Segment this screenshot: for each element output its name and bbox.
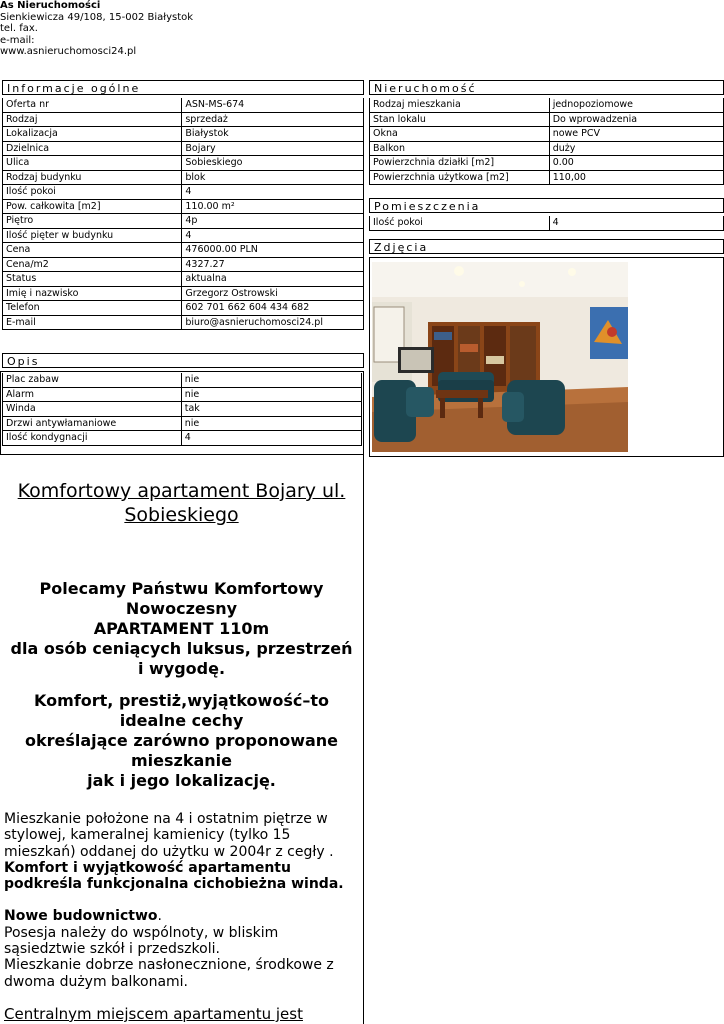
headline-line: dla osób ceniących luksus, przestrzeń bbox=[10, 639, 353, 658]
general-row bbox=[3, 156, 364, 171]
general-value: aktualna bbox=[182, 272, 364, 287]
general-value: 476000.00 PLN bbox=[182, 243, 364, 258]
description-paragraph-2: Nowe budownictwo. Posesja należy do wspólnoty, w bliskim sąsiedztwie szkół i przedszkoli. Mieszkanie dobrze nasłonecznione, środkowe z dwoma dużym balkonami. bbox=[4, 908, 334, 990]
general-value: biuro@asnieruchomosci24.pl bbox=[182, 315, 364, 330]
property-row bbox=[370, 141, 724, 156]
opis-row bbox=[3, 431, 362, 446]
general-label: Piętro bbox=[3, 214, 182, 229]
general-label: Status bbox=[3, 272, 182, 287]
rooms-label: Ilość pokoi bbox=[370, 216, 550, 230]
rooms-table bbox=[369, 216, 724, 231]
general-value: 4 bbox=[182, 185, 364, 200]
section-title-property: Nieruchomość bbox=[369, 80, 724, 95]
property-value: 0.00 bbox=[549, 156, 723, 171]
opis-row bbox=[3, 416, 362, 431]
general-row bbox=[3, 286, 364, 301]
general-value: ASN-MS-674 bbox=[182, 98, 364, 112]
offer-title: Komfortowy apartament Bojary ul. Sobieskiego bbox=[17, 480, 346, 526]
general-row bbox=[3, 170, 364, 185]
general-row bbox=[3, 112, 364, 127]
property-value: duży bbox=[549, 141, 723, 156]
section-title-photos: Zdjęcia bbox=[369, 239, 724, 254]
general-label: Oferta nr bbox=[3, 98, 182, 112]
general-label: Telefon bbox=[3, 301, 182, 316]
general-value: 4p bbox=[182, 214, 364, 229]
property-value: Do wprowadzenia bbox=[549, 112, 723, 127]
agency-email-label: e-mail: bbox=[0, 34, 35, 46]
property-label: Powierzchnia działki [m2] bbox=[370, 156, 550, 171]
general-row bbox=[3, 315, 364, 330]
property-label: Balkon bbox=[370, 141, 550, 156]
rooms-row bbox=[370, 216, 724, 230]
general-row bbox=[3, 127, 364, 142]
section-title-general: Informacje ogólne bbox=[2, 80, 364, 95]
general-value: sprzedaż bbox=[182, 112, 364, 127]
property-row bbox=[370, 156, 724, 171]
headline-line: APARTAMENT 110m bbox=[93, 619, 270, 638]
general-row bbox=[3, 243, 364, 258]
opis-row bbox=[3, 402, 362, 417]
agency-address: Sienkiewicza 49/108, 15-002 Białystok bbox=[0, 11, 194, 23]
general-value: blok bbox=[182, 170, 364, 185]
opis-value: 4 bbox=[181, 431, 361, 446]
general-row bbox=[3, 98, 364, 112]
opis-label: Winda bbox=[3, 402, 182, 417]
general-row bbox=[3, 301, 364, 316]
general-row bbox=[3, 214, 364, 229]
description-paragraph-1: Mieszkanie położone na 4 i ostatnim piętrze w stylowej, kameralnej kamienicy (tylko 15 mieszkań) oddanej do użytku w 2004r z cegły . Komfort i wyjątkowość apartamentu podkreśla funkcjonalna cichobieżna winda. bbox=[4, 811, 344, 893]
headline-block-2 bbox=[0, 691, 363, 791]
headline-block-1 bbox=[0, 579, 363, 679]
general-label: Imię i nazwisko bbox=[3, 286, 182, 301]
description-area bbox=[0, 455, 364, 1024]
section-title-rooms: Pomieszczenia bbox=[369, 198, 724, 213]
property-value: 110,00 bbox=[549, 170, 723, 185]
agency-header bbox=[0, 0, 193, 58]
general-info-table bbox=[2, 98, 364, 330]
headline-line: Polecamy Państwu Komfortowy bbox=[39, 579, 324, 598]
rooms-value: 4 bbox=[549, 216, 723, 230]
agency-tel: tel. fax. bbox=[0, 23, 38, 34]
opis-value: nie bbox=[181, 373, 361, 387]
general-value: 4 bbox=[182, 228, 364, 243]
general-row bbox=[3, 272, 364, 287]
general-label: Dzielnica bbox=[3, 141, 182, 156]
opis-value: nie bbox=[181, 416, 361, 431]
opis-value: tak bbox=[181, 402, 361, 417]
general-value: Białystok bbox=[182, 127, 364, 142]
property-value: nowe PCV bbox=[549, 127, 723, 142]
opis-label: Alarm bbox=[3, 387, 182, 402]
headline-line: Nowoczesny bbox=[125, 599, 238, 618]
general-value: Grzegorz Ostrowski bbox=[182, 286, 364, 301]
general-label: Cena/m2 bbox=[3, 257, 182, 272]
opis-value: nie bbox=[181, 387, 361, 402]
property-label: Stan lokalu bbox=[370, 112, 550, 127]
general-value: Sobieskiego bbox=[182, 156, 364, 171]
headline-line: idealne cechy bbox=[119, 711, 244, 730]
general-label: Ilość pokoi bbox=[3, 185, 182, 200]
agency-website: www.asnieruchomosci24.pl bbox=[0, 46, 137, 57]
general-label: Ulica bbox=[3, 156, 182, 171]
general-row bbox=[3, 257, 364, 272]
apartment-photo[interactable] bbox=[372, 262, 628, 452]
general-row bbox=[3, 141, 364, 156]
opis-label: Plac zabaw bbox=[3, 373, 182, 387]
description-paragraph-3: Centralnym miejscem apartamentu jest bbox=[4, 1004, 303, 1023]
property-label: Powierzchnia użytkowa [m2] bbox=[370, 170, 550, 185]
general-row bbox=[3, 228, 364, 243]
general-label: Pow. całkowita [m2] bbox=[3, 199, 182, 214]
property-row bbox=[370, 98, 724, 112]
headline-line: mieszkanie bbox=[130, 751, 232, 770]
general-row bbox=[3, 199, 364, 214]
opis-label: Drzwi antywłamaniowe bbox=[3, 416, 182, 431]
general-label: Ilość pięter w budynku bbox=[3, 228, 182, 243]
opis-table bbox=[2, 373, 362, 446]
property-table bbox=[369, 98, 724, 185]
headline-line: jak i jego lokalizację. bbox=[87, 771, 276, 790]
general-label: E-mail bbox=[3, 315, 182, 330]
general-label: Cena bbox=[3, 243, 182, 258]
headline-line: Komfort, prestiż,wyjątkowość–to bbox=[34, 691, 329, 710]
general-label: Rodzaj bbox=[3, 112, 182, 127]
opis-row bbox=[3, 387, 362, 402]
living-room-photo-icon bbox=[372, 262, 628, 452]
section-title-opis: Opis bbox=[2, 353, 364, 368]
property-row bbox=[370, 127, 724, 142]
general-row bbox=[3, 185, 364, 200]
headline-line: określające zarówno proponowane bbox=[24, 731, 339, 750]
property-value: jednopoziomowe bbox=[549, 98, 723, 112]
property-row bbox=[370, 112, 724, 127]
general-value: 602 701 662 604 434 682 bbox=[182, 301, 364, 316]
property-label: Okna bbox=[370, 127, 550, 142]
general-label: Lokalizacja bbox=[3, 127, 182, 142]
agency-name: As Nieruchomości bbox=[0, 0, 101, 11]
general-value: 4327.27 bbox=[182, 257, 364, 272]
headline-line: i wygodę. bbox=[137, 659, 226, 678]
general-label: Rodzaj budynku bbox=[3, 170, 182, 185]
opis-label: Ilość kondygnacji bbox=[3, 431, 182, 446]
general-value: 110.00 m² bbox=[182, 199, 364, 214]
property-label: Rodzaj mieszkania bbox=[370, 98, 550, 112]
general-value: Bojary bbox=[182, 141, 364, 156]
property-row bbox=[370, 170, 724, 185]
opis-row bbox=[3, 373, 362, 387]
